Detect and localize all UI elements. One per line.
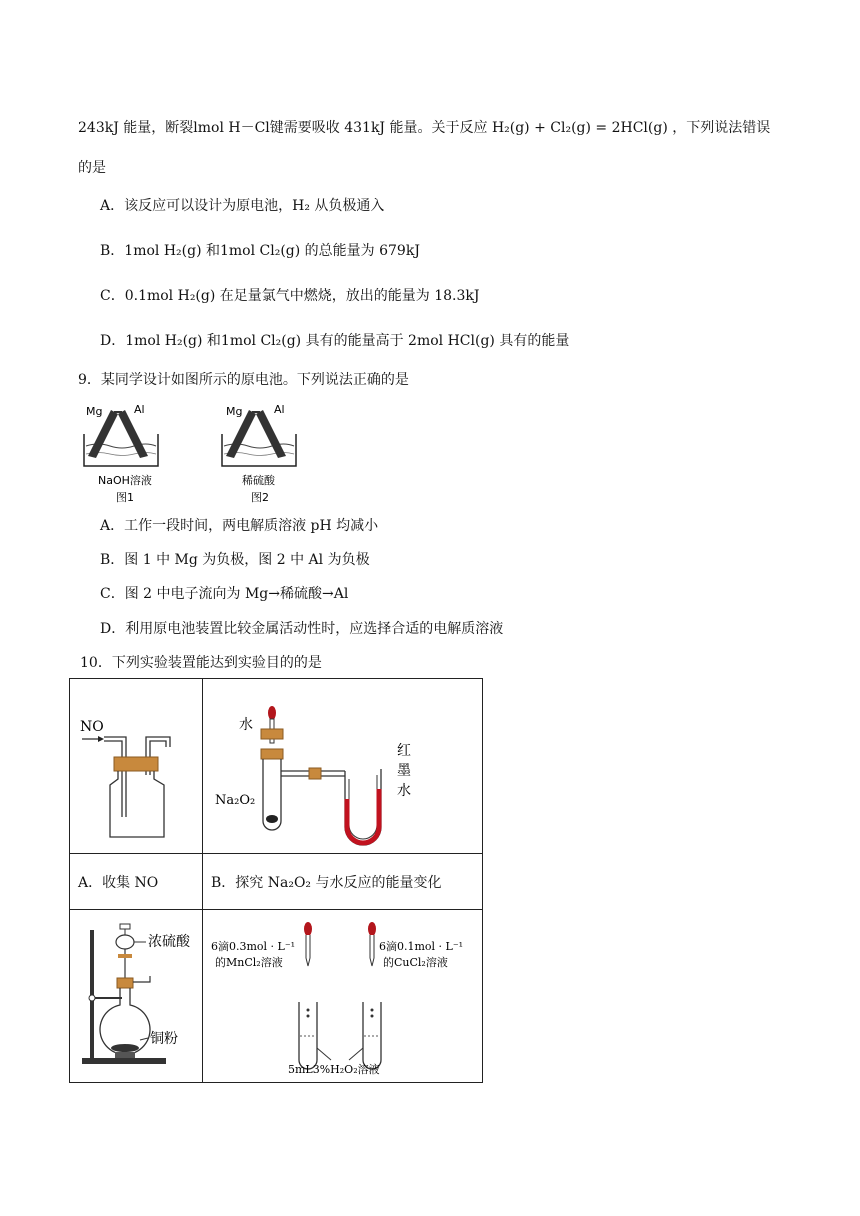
ink-label-2: 墨: [397, 763, 411, 779]
fig2-mg-label: Mg: [226, 405, 243, 418]
fig2-al-electrode: [256, 410, 286, 458]
q8-option-d: D．1mol H₂(g) 和1mol Cl₂(g) 具有的能量高于 2mol HCl(g) 具有的能量: [100, 333, 570, 349]
cell-c-figure: [70, 910, 203, 1083]
water-label: 水: [239, 717, 253, 733]
fig2-caption: 图2: [251, 491, 269, 504]
red-ink: [347, 789, 379, 843]
q9-option-c: C．图 2 中电子流向为 Mg→稀硫酸→Al: [100, 586, 349, 602]
fig1-caption: 图1: [116, 491, 134, 504]
cell-d-figure: [203, 910, 483, 1083]
experiment-table: [69, 678, 483, 1083]
intro-line-2: 的是: [78, 160, 106, 176]
ink-label-3: 水: [397, 783, 411, 799]
left-reagent-label-2: 的MnCl₂溶液: [215, 956, 283, 969]
intro-line-1: 243kJ 能量，断裂lmol H－Cl键需要吸收 431kJ 能量。关于反应 H₂(g) + Cl₂(g) = 2HCl(g) ，下列说法错误: [78, 120, 771, 136]
right-reagent-label-1: 6滴0.1mol · L⁻¹: [379, 940, 464, 953]
right-reagent-label-2: 的CuCl₂溶液: [383, 956, 448, 969]
no-gas-label: NO: [80, 719, 104, 735]
cell-a-caption: A．收集 NO: [70, 854, 203, 910]
q9-option-b: B．图 1 中 Mg 为负极，图 2 中 Al 为负极: [100, 552, 370, 568]
q10-stem: 10．下列实验装置能达到实验目的的是: [80, 655, 322, 671]
cell-a-figure: [70, 679, 203, 854]
acid-label: 浓硫酸: [148, 934, 190, 950]
left-dropper-bulb: [304, 922, 312, 936]
fig1-solution-label: NaOH溶液: [98, 474, 152, 487]
cell-b-caption: B．探究 Na₂O₂ 与水反应的能量变化: [203, 854, 483, 910]
h2o2-label: 5mL3%H₂O₂溶液: [288, 1063, 380, 1076]
right-dropper-bulb: [368, 922, 376, 936]
cell-b-figure: [203, 679, 483, 854]
fig2-solution-label: 稀硫酸: [242, 474, 275, 487]
fig1-al-label: Al: [134, 403, 145, 416]
copper-label: 铜粉: [150, 1031, 178, 1047]
q8-option-b: B．1mol H₂(g) 和1mol Cl₂(g) 的总能量为 679kJ: [100, 243, 420, 259]
q9-option-a: A．工作一段时间，两电解质溶液 pH 均减小: [100, 518, 379, 534]
fig2-al-label: Al: [274, 403, 285, 416]
q9-option-d: D．利用原电池装置比较金属活动性时，应选择合适的电解质溶液: [100, 621, 504, 637]
fig2-cell: [222, 403, 296, 504]
q9-stem: 9．某同学设计如图所示的原电池。下列说法正确的是: [78, 372, 409, 388]
fig1-mg-label: Mg: [86, 405, 103, 418]
q8-option-c: C．0.1mol H₂(g) 在足量氯气中燃烧，放出的能量为 18.3kJ: [100, 288, 480, 304]
na2o2-label: Na₂O₂: [215, 793, 256, 808]
fig1-al-electrode: [118, 410, 148, 458]
left-reagent-label-1: 6滴0.3mol · L⁻¹: [211, 940, 296, 953]
q9-figures: [78, 396, 298, 508]
ink-label-1: 红: [397, 743, 411, 759]
q8-option-a: A．该反应可以设计为原电池，H₂ 从负极通入: [100, 198, 385, 214]
fig1-cell: [84, 403, 158, 504]
dropper-bulb: [268, 706, 276, 720]
gas-bottle: [110, 771, 164, 837]
